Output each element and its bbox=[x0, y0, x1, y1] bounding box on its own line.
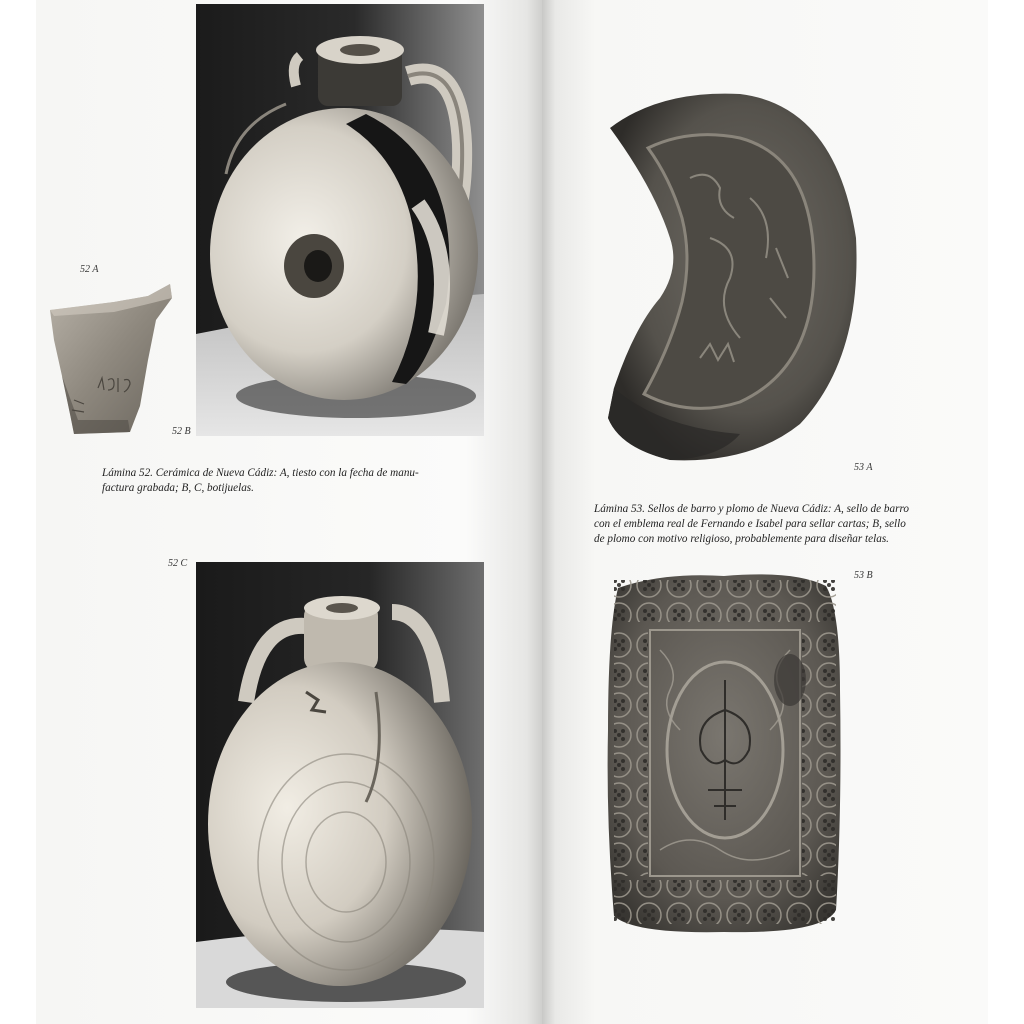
photo-53b-lead-seal bbox=[604, 570, 844, 938]
caption-53-line-2: con el emblema real de Fernando e Isabel para sellar cartas; B, sello bbox=[594, 518, 906, 530]
label-52a: 52 A bbox=[80, 264, 99, 275]
label-53a: 53 A bbox=[854, 462, 873, 473]
caption-lamina-52 bbox=[102, 466, 419, 496]
label-52c: 52 C bbox=[168, 558, 188, 569]
caption-53-line-3: de plomo con motivo religioso, probablemente para diseñar telas. bbox=[594, 533, 889, 545]
photo-53a-clay-seal bbox=[600, 88, 864, 466]
caption-52-line-1: Lámina 52. Cerámica de Nueva Cádiz: A, tiesto con la fecha de manu- bbox=[102, 467, 419, 479]
label-53b: 53 B bbox=[854, 570, 873, 581]
caption-53-line-1: Lámina 53. Sellos de barro y plomo de Nueva Cádiz: A, sello de barro bbox=[594, 503, 909, 515]
photo-52c-botijuela bbox=[196, 562, 484, 1008]
caption-lamina-53 bbox=[594, 502, 909, 547]
photo-52b-botijuela bbox=[196, 4, 484, 436]
caption-52-line-2: factura grabada; B, C, botijuelas. bbox=[102, 482, 254, 494]
label-52b: 52 B bbox=[172, 426, 191, 437]
photo-52a-sherd bbox=[44, 280, 174, 438]
